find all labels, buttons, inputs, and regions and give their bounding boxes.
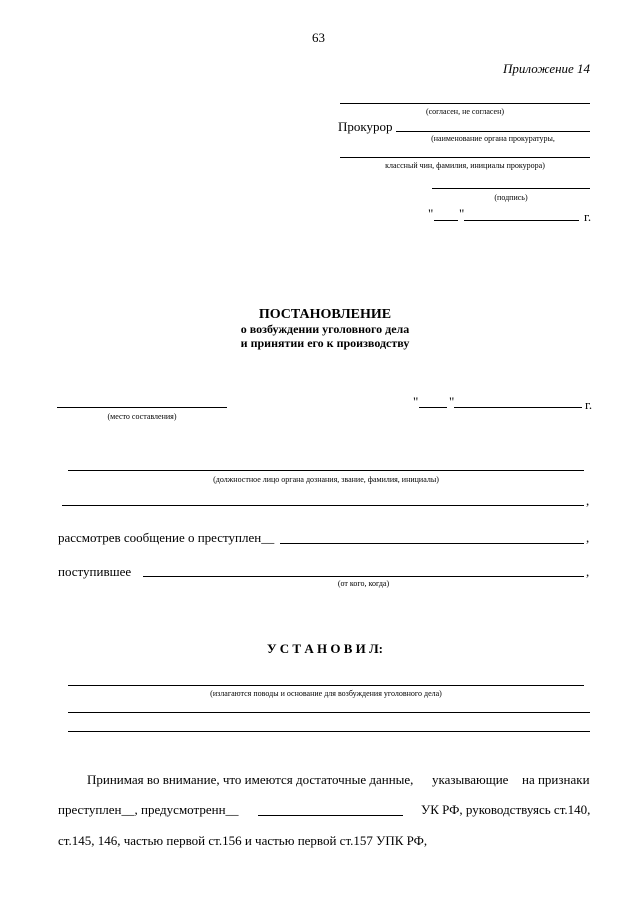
- place-caption: (место составления): [107, 412, 177, 421]
- document-subtitle-2: и принятии его к производству: [240, 336, 410, 350]
- signature-line[interactable]: [432, 188, 590, 189]
- place-date-open-quote: ": [413, 394, 419, 409]
- organ-caption: (наименование органа прокуратуры,: [431, 134, 555, 143]
- place-date-month-line[interactable]: [454, 407, 582, 408]
- agree-line[interactable]: [340, 103, 590, 104]
- established-line-3[interactable]: [68, 731, 590, 732]
- considered-line[interactable]: [280, 543, 584, 544]
- established-caption: (излагаются поводы и основание для возбуждения уголовного дела): [210, 689, 442, 698]
- approval-date-open-quote: ": [428, 206, 434, 221]
- official-caption: (должностное лицо органа дознания, звание, фамилия, инициалы): [213, 475, 439, 484]
- received-text: поступившее: [58, 564, 132, 579]
- place-date-day-line[interactable]: [419, 407, 447, 408]
- place-date-close-quote: ": [449, 394, 455, 409]
- rank-caption: классный чин, фамилия, инициалы прокурора): [385, 161, 545, 170]
- received-line[interactable]: [143, 576, 584, 577]
- approval-year-suffix: г.: [584, 209, 592, 224]
- official-line[interactable]: [68, 470, 584, 471]
- prosecutor-label: Прокурор: [338, 119, 393, 134]
- approval-date-close-quote: ": [459, 206, 465, 221]
- approval-date-day-line[interactable]: [434, 220, 458, 221]
- place-year-suffix: г.: [585, 397, 593, 412]
- appendix-label: Приложение 14: [503, 61, 591, 76]
- signature-caption: (подпись): [494, 193, 528, 202]
- received-caption: (от кого, когда): [337, 579, 390, 588]
- body-line-1a: Принимая во внимание, что имеются достаточные данные,: [87, 772, 414, 787]
- established-line-2[interactable]: [68, 712, 590, 713]
- considered-comma: ,: [586, 530, 590, 545]
- considered-text: рассмотрев сообщение о преступлен__: [58, 530, 275, 545]
- page-number: 63: [312, 30, 325, 45]
- established-line-1[interactable]: [68, 685, 584, 686]
- place-line[interactable]: [57, 407, 227, 408]
- received-comma: ,: [586, 564, 590, 579]
- prosecutor-organ-line[interactable]: [396, 131, 590, 132]
- body-line-1c: на признаки: [522, 772, 590, 787]
- prosecutor-rank-line[interactable]: [340, 157, 590, 158]
- document-title: ПОСТАНОВЛЕНИЕ: [258, 307, 392, 322]
- article-line[interactable]: [258, 815, 403, 816]
- body-line-1b: указывающие: [432, 772, 509, 787]
- approval-date-month-line[interactable]: [464, 220, 579, 221]
- official-comma: ,: [586, 493, 590, 508]
- body-line-3: ст.145, 146, частью первой ст.156 и частью первой ст.157 УПК РФ,: [58, 833, 428, 848]
- document-subtitle-1: о возбуждении уголовного дела: [240, 322, 410, 336]
- body-line-2b: УК РФ, руководствуясь ст.140,: [421, 802, 591, 817]
- agree-caption: (согласен, не согласен): [425, 107, 505, 116]
- official-line-2[interactable]: [62, 505, 584, 506]
- body-line-2a: преступлен__, предусмотренн__: [58, 802, 239, 817]
- established-heading: У С Т А Н О В И Л:: [266, 641, 383, 656]
